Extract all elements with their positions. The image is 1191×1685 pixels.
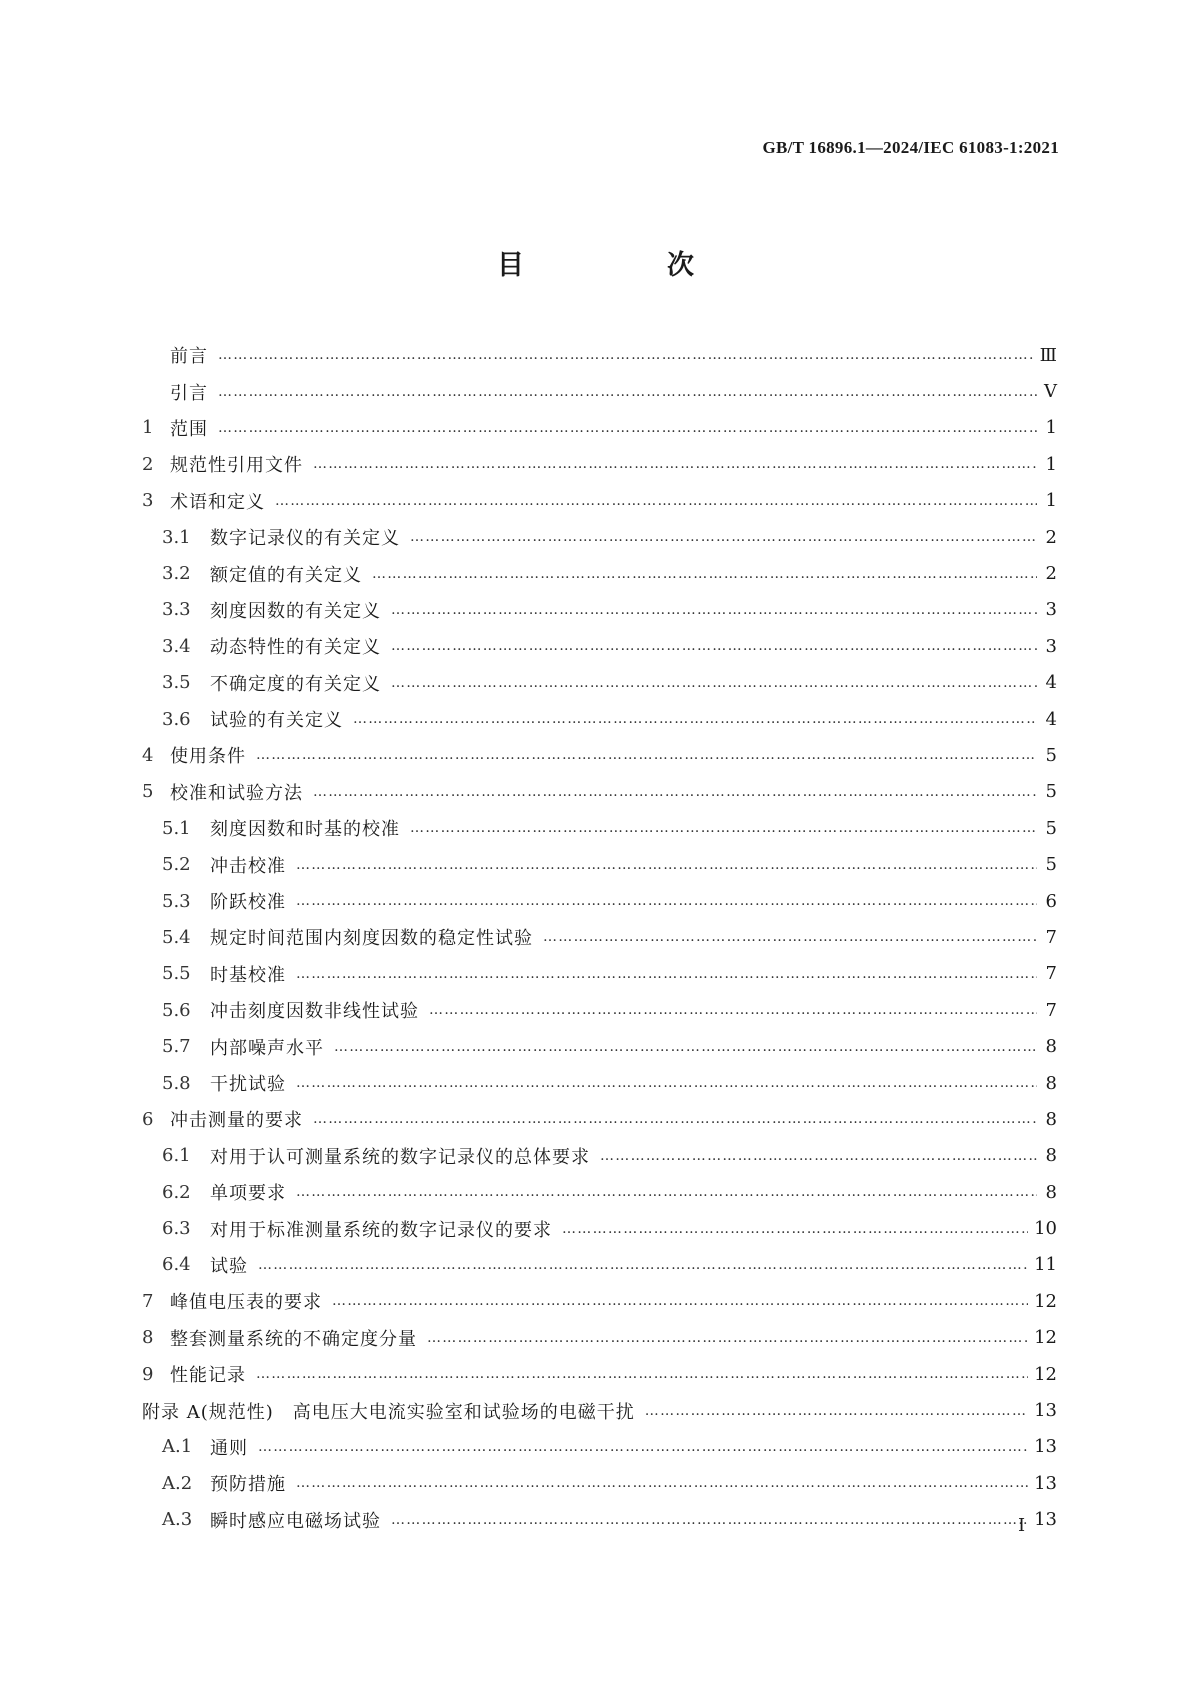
toc-entry[interactable] bbox=[142, 992, 1057, 1028]
toc-entry-number: 4 bbox=[142, 744, 154, 766]
toc-entry-title: 刻度因数的有关定义 bbox=[210, 600, 381, 622]
toc-leader-dots bbox=[391, 638, 1037, 654]
toc-entry[interactable] bbox=[142, 1210, 1057, 1246]
toc-entry-number: 8 bbox=[142, 1327, 154, 1349]
toc-entry-page: 4 bbox=[1045, 672, 1057, 694]
toc-entry-number: 5.8 bbox=[162, 1072, 191, 1094]
toc-entry-title: 额定值的有关定义 bbox=[210, 564, 362, 586]
toc-entry-page: 7 bbox=[1045, 999, 1057, 1021]
toc-entry-page: 7 bbox=[1045, 963, 1057, 985]
toc-leader-dots bbox=[218, 420, 1037, 436]
toc-entry-title: 冲击校准 bbox=[210, 855, 286, 877]
toc-entry[interactable] bbox=[142, 956, 1057, 992]
toc-entry-number: 5.5 bbox=[162, 963, 191, 985]
toc-entry-title: 性能记录 bbox=[170, 1365, 246, 1387]
toc-entry-title: 瞬时感应电磁场试验 bbox=[210, 1510, 381, 1532]
toc-entry-title: 干扰试验 bbox=[210, 1074, 286, 1095]
toc-entry-page: 6 bbox=[1045, 890, 1057, 912]
toc-entry-page: 7 bbox=[1045, 926, 1057, 948]
toc-entry[interactable] bbox=[142, 665, 1057, 701]
toc-entry-number: 5.2 bbox=[162, 854, 191, 876]
toc-entry-page: 1 bbox=[1045, 453, 1057, 475]
toc-entry-title: 不确定度的有关定义 bbox=[210, 673, 381, 695]
toc-entry[interactable] bbox=[142, 1320, 1057, 1356]
toc-entry-title: 引言 bbox=[170, 382, 208, 404]
toc-entry[interactable] bbox=[142, 1356, 1057, 1392]
toc-leader-dots bbox=[645, 1403, 1028, 1419]
toc-entry-title: 规范性引用文件 bbox=[170, 455, 303, 477]
toc-entry-page: 12 bbox=[1034, 1363, 1057, 1385]
toc-leader-dots bbox=[313, 784, 1037, 800]
toc-entry[interactable] bbox=[142, 446, 1057, 482]
toc-entry-title: 刻度因数和时基的校准 bbox=[210, 819, 400, 841]
toc-entry[interactable] bbox=[142, 1138, 1057, 1174]
toc-entry[interactable] bbox=[142, 1247, 1057, 1283]
toc-leader-dots bbox=[256, 1366, 1028, 1382]
toc-entry-number: 3.5 bbox=[162, 672, 191, 694]
toc-entry-page: 8 bbox=[1045, 1108, 1057, 1130]
toc-entry-page: 1 bbox=[1045, 490, 1057, 512]
toc-entry[interactable] bbox=[142, 737, 1057, 773]
toc-entry-title: 校准和试验方法 bbox=[170, 782, 303, 804]
toc-entry[interactable] bbox=[142, 628, 1057, 664]
toc-entry[interactable] bbox=[142, 1465, 1057, 1501]
toc-entry-number: 5 bbox=[142, 781, 154, 803]
toc-entry-number: 9 bbox=[142, 1363, 154, 1385]
toc-entry-page: Ⅴ bbox=[1044, 381, 1057, 403]
toc-leader-dots bbox=[275, 493, 1037, 509]
toc-entry-page: 13 bbox=[1034, 1509, 1057, 1531]
toc-leader-dots bbox=[562, 1221, 1028, 1237]
toc-entry-page: 2 bbox=[1045, 526, 1057, 548]
toc-entry-page: 3 bbox=[1045, 599, 1057, 621]
toc-entry-title: 范围 bbox=[170, 418, 208, 440]
toc-entry-number: 6.2 bbox=[162, 1181, 191, 1203]
toc-entry-page: 8 bbox=[1045, 1145, 1057, 1167]
toc-leader-dots bbox=[372, 566, 1037, 582]
toc-leader-dots bbox=[258, 1439, 1028, 1455]
toc-entry-title: 内部噪声水平 bbox=[210, 1037, 324, 1059]
toc-leader-dots bbox=[600, 1148, 1037, 1164]
table-of-contents bbox=[142, 337, 1057, 1538]
toc-entry-number: 3.4 bbox=[162, 635, 191, 657]
toc-leader-dots bbox=[296, 1075, 1037, 1091]
toc-entry-title: 附录 A(规范性) 高电压大电流实验室和试验场的电磁干扰 bbox=[142, 1401, 635, 1423]
toc-entry-number: 6 bbox=[142, 1108, 154, 1130]
toc-entry-title: 前言 bbox=[170, 346, 208, 368]
toc-entry-page: 12 bbox=[1034, 1327, 1057, 1349]
page-title: 目 次 bbox=[497, 250, 752, 281]
standard-code: GB/T 16896.1—2024/IEC 61083-1:2021 bbox=[762, 138, 1059, 157]
toc-entry[interactable] bbox=[142, 410, 1057, 446]
toc-entry-number: 3 bbox=[142, 490, 154, 512]
toc-entry-page: 8 bbox=[1045, 1036, 1057, 1058]
toc-entry-page: 1 bbox=[1045, 417, 1057, 439]
toc-entry[interactable] bbox=[142, 1392, 1057, 1428]
toc-entry-number: 3.3 bbox=[162, 599, 191, 621]
toc-leader-dots bbox=[296, 857, 1037, 873]
toc-entry-title: 阶跃校准 bbox=[210, 892, 286, 914]
toc-entry-title: 使用条件 bbox=[170, 746, 246, 768]
toc-leader-dots bbox=[410, 529, 1037, 545]
toc-entry-number: 7 bbox=[142, 1290, 154, 1312]
toc-leader-dots bbox=[296, 1184, 1037, 1200]
toc-leader-dots bbox=[256, 747, 1037, 763]
toc-entry-number: A.3 bbox=[162, 1509, 193, 1531]
toc-entry[interactable] bbox=[142, 592, 1057, 628]
toc-entry-number: 6.3 bbox=[162, 1218, 191, 1240]
toc-leader-dots bbox=[332, 1293, 1028, 1309]
toc-leader-dots bbox=[313, 1111, 1037, 1127]
toc-entry[interactable] bbox=[142, 919, 1057, 955]
toc-entry[interactable] bbox=[142, 519, 1057, 555]
toc-entry-page: 3 bbox=[1045, 635, 1057, 657]
toc-entry[interactable] bbox=[142, 846, 1057, 882]
toc-entry-page: 5 bbox=[1045, 854, 1057, 876]
toc-entry-number: 2 bbox=[142, 453, 154, 475]
toc-entry-title: 规定时间范围内刻度因数的稳定性试验 bbox=[210, 928, 533, 950]
toc-entry-number: 6.4 bbox=[162, 1254, 191, 1276]
toc-entry-page: 10 bbox=[1034, 1218, 1057, 1240]
toc-entry-title: 动态特性的有关定义 bbox=[210, 637, 381, 659]
toc-leader-dots bbox=[258, 1257, 1028, 1273]
toc-leader-dots bbox=[334, 1039, 1037, 1055]
toc-entry-title: 对用于标准测量系统的数字记录仪的要求 bbox=[210, 1219, 552, 1241]
toc-entry-page: Ⅲ bbox=[1039, 344, 1057, 366]
toc-entry-number: 5.6 bbox=[162, 999, 191, 1021]
toc-entry-title: 预防措施 bbox=[210, 1474, 286, 1496]
toc-leader-dots bbox=[313, 456, 1037, 472]
toc-entry-number: 6.1 bbox=[162, 1145, 191, 1167]
toc-entry-number: 5.3 bbox=[162, 890, 191, 912]
toc-entry-title: 单项要求 bbox=[210, 1183, 286, 1205]
toc-leader-dots bbox=[543, 929, 1037, 945]
toc-entry-title: 术语和定义 bbox=[170, 491, 265, 513]
toc-entry-title: 试验的有关定义 bbox=[210, 710, 343, 732]
page-number: Ⅰ bbox=[1018, 1515, 1026, 1536]
toc-entry-number: 5.7 bbox=[162, 1036, 191, 1058]
toc-entry[interactable] bbox=[142, 1502, 1057, 1538]
toc-leader-dots bbox=[391, 1512, 1028, 1528]
toc-entry-number: 1 bbox=[142, 417, 154, 439]
toc-entry-number: 3.2 bbox=[162, 563, 191, 585]
toc-entry-number: 5.1 bbox=[162, 817, 191, 839]
toc-entry[interactable] bbox=[142, 1028, 1057, 1064]
toc-leader-dots bbox=[410, 820, 1037, 836]
toc-entry-page: 12 bbox=[1034, 1290, 1057, 1312]
toc-entry-title: 冲击测量的要求 bbox=[170, 1110, 303, 1132]
toc-entry-title: 冲击刻度因数非线性试验 bbox=[210, 1001, 419, 1023]
toc-entry[interactable] bbox=[142, 883, 1057, 919]
toc-entry[interactable] bbox=[142, 810, 1057, 846]
toc-entry[interactable] bbox=[142, 1429, 1057, 1465]
toc-entry[interactable] bbox=[142, 701, 1057, 737]
toc-leader-dots bbox=[427, 1330, 1028, 1346]
toc-entry[interactable] bbox=[142, 373, 1057, 409]
toc-entry-page: 5 bbox=[1045, 817, 1057, 839]
toc-entry-page: 11 bbox=[1034, 1254, 1057, 1276]
toc-entry-title: 对用于认可测量系统的数字记录仪的总体要求 bbox=[210, 1146, 590, 1168]
toc-leader-dots bbox=[429, 1002, 1037, 1018]
toc-entry-page: 2 bbox=[1045, 563, 1057, 585]
toc-entry-title: 试验 bbox=[210, 1255, 248, 1277]
toc-entry-title: 时基校准 bbox=[210, 964, 286, 986]
toc-entry-page: 13 bbox=[1034, 1472, 1057, 1494]
toc-entry[interactable] bbox=[142, 1283, 1057, 1319]
toc-entry-number: A.2 bbox=[162, 1472, 193, 1494]
toc-leader-dots bbox=[218, 384, 1037, 400]
toc-leader-dots bbox=[391, 675, 1037, 691]
toc-entry-title: 峰值电压表的要求 bbox=[170, 1292, 322, 1314]
toc-entry-title: 整套测量系统的不确定度分量 bbox=[170, 1328, 417, 1350]
toc-leader-dots bbox=[391, 602, 1037, 618]
toc-entry-number: A.1 bbox=[162, 1436, 193, 1458]
toc-entry-title: 数字记录仪的有关定义 bbox=[210, 528, 400, 550]
toc-entry[interactable] bbox=[142, 1065, 1057, 1101]
toc-entry-page: 5 bbox=[1045, 781, 1057, 803]
toc-entry-page: 5 bbox=[1045, 744, 1057, 766]
toc-entry-page: 13 bbox=[1034, 1400, 1057, 1422]
toc-entry-page: 4 bbox=[1045, 708, 1057, 730]
toc-entry[interactable] bbox=[142, 1101, 1057, 1137]
toc-entry-title: 通则 bbox=[210, 1437, 248, 1459]
toc-entry-number: 5.4 bbox=[162, 926, 191, 948]
toc-leader-dots bbox=[296, 1475, 1028, 1491]
toc-entry-number: 3.1 bbox=[162, 526, 191, 548]
toc-entry[interactable] bbox=[142, 1174, 1057, 1210]
toc-entry[interactable] bbox=[142, 337, 1057, 373]
toc-entry-page: 8 bbox=[1045, 1181, 1057, 1203]
toc-entry-page: 13 bbox=[1034, 1436, 1057, 1458]
toc-entry[interactable] bbox=[142, 483, 1057, 519]
toc-entry-number: 3.6 bbox=[162, 708, 191, 730]
toc-leader-dots bbox=[353, 711, 1037, 727]
toc-leader-dots bbox=[218, 347, 1034, 363]
toc-leader-dots bbox=[296, 966, 1037, 982]
toc-entry[interactable] bbox=[142, 774, 1057, 810]
toc-leader-dots bbox=[296, 893, 1037, 909]
toc-entry-page: 8 bbox=[1045, 1072, 1057, 1094]
toc-entry[interactable] bbox=[142, 555, 1057, 591]
